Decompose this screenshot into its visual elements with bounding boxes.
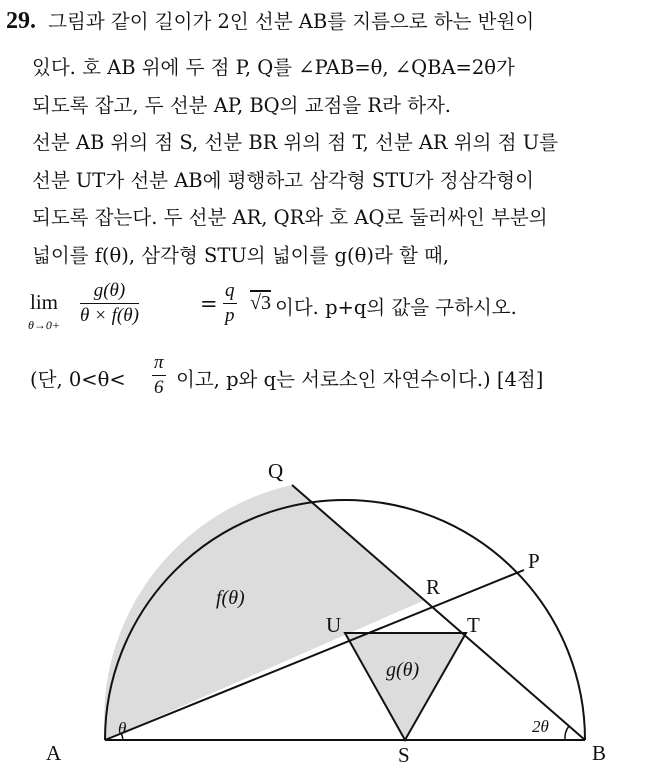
equals-sign: =: [200, 292, 218, 316]
problem-text-1: 그림과 같이 길이가 2인 선분 AB를 지름으로 하는 반원이: [48, 10, 535, 33]
problem-line-3: 되도록 잡고, 두 선분 AP, BQ의 교점을 R라 하자.: [32, 94, 451, 117]
label-a: A: [46, 741, 62, 765]
fraction-bar: [80, 303, 139, 304]
two-theta-arc: [565, 726, 569, 740]
lim-subscript: θ→0+: [28, 318, 60, 332]
problem-line-2: 있다. 호 AB 위에 두 점 P, Q를 ∠PAB=θ, ∠QBA=2θ가: [32, 56, 515, 79]
p-denominator: p: [225, 305, 235, 326]
label-f-theta: f(θ): [216, 587, 245, 609]
problem-line-7: 넓이를 f(θ), 삼각형 STU의 넓이를 g(θ)라 할 때,: [32, 244, 450, 267]
triangle-stu: [345, 633, 466, 740]
label-theta: θ: [118, 719, 127, 738]
condition-after: 이고, p와 q는 서로소인 자연수이다.) [4점]: [176, 368, 544, 391]
label-q: Q: [268, 459, 284, 483]
pi-over-six: [152, 352, 166, 399]
fraction-bar-3: [152, 375, 166, 376]
problem-line-5: 선분 UT가 선분 AB에 평행하고 삼각형 STU가 정삼각형이: [32, 169, 534, 192]
problem-line-4: 선분 AB 위의 점 S, 선분 BR 위의 점 T, 선분 AR 위의 점 U를: [32, 131, 558, 154]
qp-fraction: [223, 280, 237, 327]
f-region: [104, 485, 425, 740]
label-s: S: [398, 743, 410, 767]
condition: [30, 354, 630, 404]
problem-line-6: 되도록 잡는다. 두 선분 AR, QR와 호 AQ로 둘러싸인 부분의: [32, 206, 548, 229]
label-b: B: [592, 741, 607, 765]
limit-expression: [30, 282, 630, 342]
lim-symbol: lim: [30, 290, 59, 314]
label-u: U: [326, 613, 342, 637]
problem-line-1: [6, 6, 534, 35]
label-g-theta: g(θ): [386, 659, 420, 681]
problem-number: 29.: [6, 8, 36, 34]
sqrt-three: √3: [250, 292, 271, 314]
limit-tail: 이다. p+q의 값을 구하시오.: [275, 296, 517, 319]
limit-fraction: [80, 280, 139, 327]
limit-numerator: g(θ): [93, 280, 126, 301]
limit-denominator: θ × f(θ): [80, 305, 139, 326]
six-denominator: 6: [154, 377, 164, 398]
semicircle-figure: [0, 440, 653, 772]
label-p: P: [528, 549, 540, 573]
pi-numerator: π: [154, 352, 164, 373]
label-two-theta: 2θ: [532, 717, 549, 736]
label-r: R: [426, 575, 441, 599]
condition-before: (단, 0<θ<: [30, 368, 126, 391]
label-t: T: [467, 613, 480, 637]
q-numerator: q: [225, 280, 235, 301]
fraction-bar-2: [223, 303, 237, 304]
